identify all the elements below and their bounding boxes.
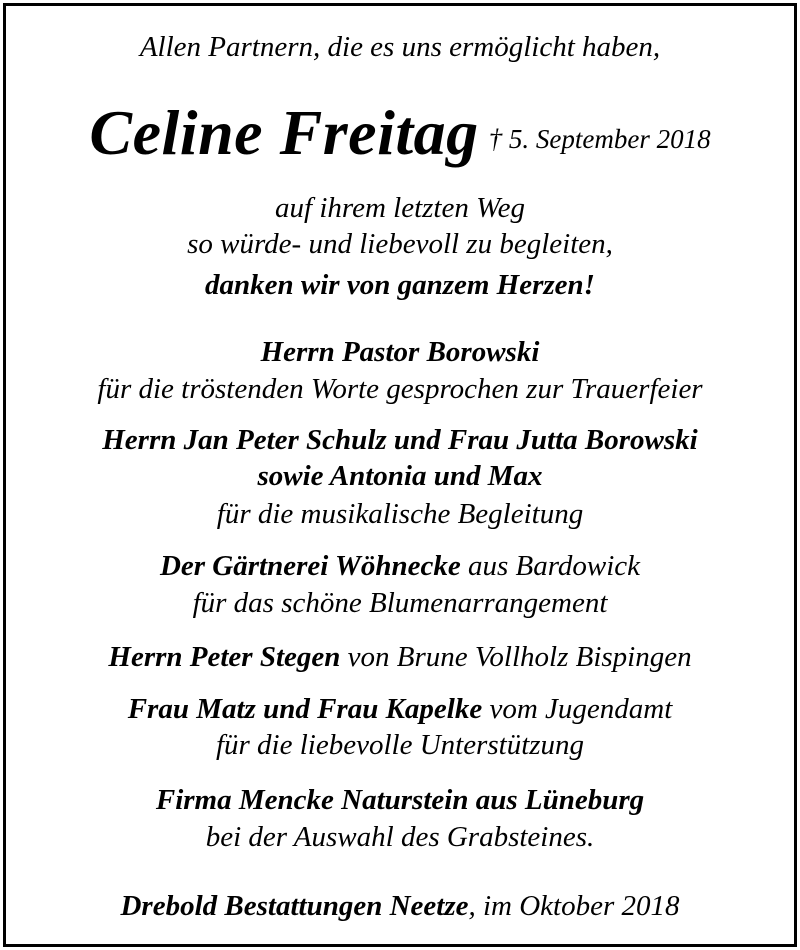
thanks-youth-office-names: Frau Matz und Frau Kapelke [127, 693, 483, 725]
thanks-florist-name: Der Gärtnerei Wöhnecke [159, 550, 461, 582]
thanks-florist-text: für das schöne Blumenarrangement [192, 587, 608, 619]
deceased-heading [6, 98, 794, 174]
thanks-youth-office-org: vom Jugendamt [482, 693, 673, 725]
thanks-stegen [6, 640, 794, 674]
signature-date: , im Oktober 2018 [468, 890, 680, 922]
intro-line: Allen Partnern, die es uns ermöglicht haben, [139, 31, 661, 63]
thanks-pastor-text: für die tröstenden Worte gesprochen zur Trauerfeier [97, 373, 703, 405]
thanks-florist [6, 549, 794, 583]
thanks-music-names-2: sowie Antonia und Max [257, 460, 543, 492]
thanks-music-names: Herrn Jan Peter Schulz und Frau Jutta Borowski [102, 424, 698, 456]
death-date: † 5. September 2018 [488, 124, 711, 154]
thanks-florist-place: aus Bardowick [460, 550, 641, 582]
message-line-2: so würde- und liebevoll zu begleiten, [187, 228, 613, 260]
deceased-name: Celine Freitag [89, 97, 479, 168]
thanks-youth-office [6, 692, 794, 726]
thanks-music-text: für die musikalische Begleitung [216, 498, 584, 530]
signature-line [6, 889, 794, 923]
thanks-pastor-name: Herrn Pastor Borowski [260, 336, 540, 368]
thanks-stonemason-name: Firma Mencke Naturstein aus Lüneburg [155, 784, 645, 816]
thanks-stegen-company: von Brune Vollholz Bispingen [340, 641, 692, 673]
thanks-youth-office-text: für die liebevolle Unterstützung [215, 729, 585, 761]
signature-company: Drebold Bestattungen Neetze [120, 890, 469, 922]
thanks-stegen-name: Herrn Peter Stegen [108, 641, 341, 673]
message-line-3: danken wir von ganzem Herzen! [205, 269, 595, 301]
message-line-1: auf ihrem letzten Weg [275, 192, 525, 224]
thanks-stonemason-text: bei der Auswahl des Grabsteines. [205, 821, 595, 853]
obituary-notice [3, 3, 797, 947]
